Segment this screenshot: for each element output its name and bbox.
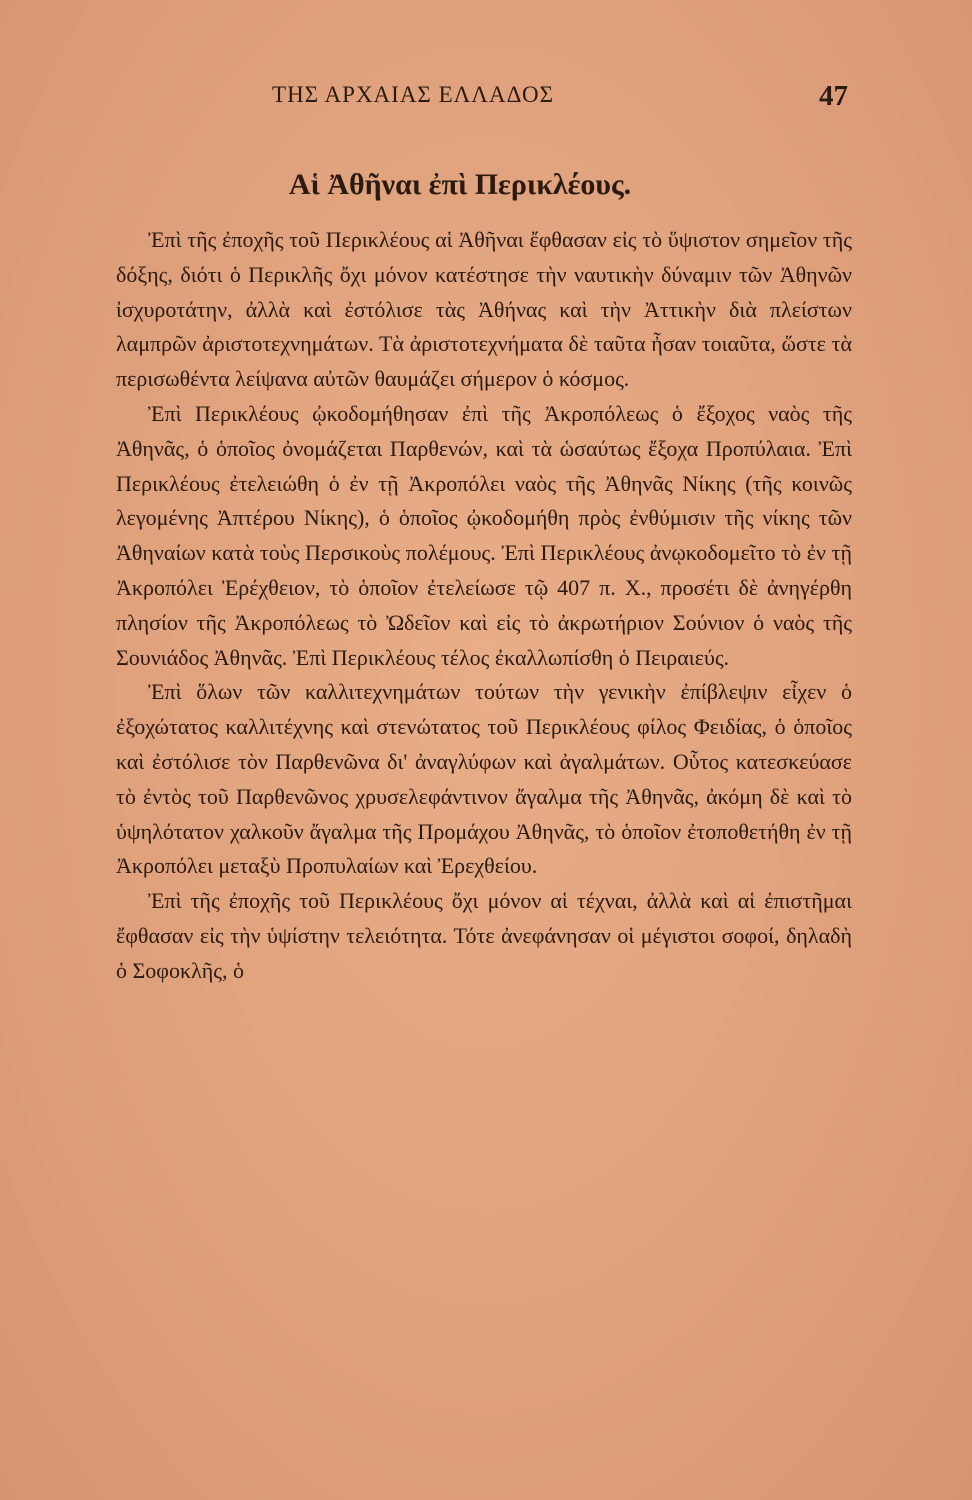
paragraph-2: Ἐπὶ Περικλέους ᾠκοδομήθησαν ἐπὶ τῆς Ἀκροπόλεως ὁ ἔξοχος ναὸς τῆς Ἀθηνᾶς, ὁ ὁποῖος ὀνομάζεται Παρθενών, καὶ τὰ ὡσαύτως ἔξοχα Προπύλαια. Ἐπὶ Περικλέους ἐτελειώθη ὁ ἐν τῇ Ἀκροπόλει ναὸς τῆς Ἀθηνᾶς Νίκης (τῆς κοινῶς λεγομένης Ἀπτέρου Νίκης), ὁ ὁποῖος ᾠκοδομήθη πρὸς ἐνθύμισιν τῆς νίκης τῶν Ἀθηναίων κατὰ τοὺς Περσικοὺς πολέμους. Ἐπὶ Περικλέους ἀνῳκοδομεῖτο τὸ ἐν τῇ Ἀκροπόλει Ἐρέχθειον, τὸ ὁποῖον ἐτελείωσε τῷ 407 π. Χ., προσέτι δὲ ἀνηγέρθη πλησίον τῆς Ἀκροπόλεως τὸ Ὠδεῖον καὶ εἰς τὸ ἀκρωτήριον Σούνιον ὁ ναὸς τῆς Σουνιάδος Ἀθηνᾶς. Ἐπὶ Περικλέους τέλος ἐκαλλωπίσθη ὁ Πειραιεύς. (116, 400, 852, 670)
paragraph-3: Ἐπὶ ὅλων τῶν καλλιτεχνημάτων τούτων τὴν γενικὴν ἐπίβλεψιν εἶχεν ὁ ἐξοχώτατος καλλιτέχνης καὶ στενώτατος τοῦ Περικλέους φίλος Φειδίας, ὁ ὁποῖος καὶ ἐστόλισε τὸν Παρθενῶνα δι' ἀναγλύφων καὶ ἀγαλμάτων. Οὗτος κατεσκεύασε τὸ ἐντὸς τοῦ Παρθενῶνος χρυσελεφάντινον ἄγαλμα τῆς Ἀθηνᾶς, ἀκόμη δὲ καὶ τὸ ὑψηλότατον χαλκοῦν ἄγαλμα τῆς Προμάχου Ἀθηνᾶς, τὸ ὁποῖον ἐτοποθετήθη ἐν τῇ Ἀκροπόλει μεταξὺ Προπυλαίων καὶ Ἐρεχθείου. (116, 679, 852, 879)
running-head (118, 82, 854, 118)
section-heading: Αἱ Ἀθῆναι ἐπὶ Περικλέους. (288, 168, 632, 201)
paragraph-4: Ἐπὶ τῆς ἐποχῆς τοῦ Περικλέους ὄχι μόνον αἱ τέχναι, ἀλλὰ καὶ αἱ ἐπιστῆμαι ἔφθασαν εἰς τὴν ὑψίστην τελειότητα. Τότε ἀνεφάνησαν οἱ μέγιστοι σοφοί, δηλαδὴ ὁ Σοφοκλῆς, ὁ (116, 888, 852, 983)
running-title: ΤΗΣ ΑΡΧΑΙΑΣ ΕΛΛΑΔΟΣ (272, 82, 554, 107)
paragraph-1: Ἐπὶ τῆς ἐποχῆς τοῦ Περικλέους αἱ Ἀθῆναι ἔφθασαν εἰς τὸ ὕψιστον σημεῖον τῆς δόξης, διότι ὁ Περικλῆς ὄχι μόνον κατέστησε τὴν ναυτικὴν δύναμιν τῶν Ἀθηνῶν ἰσχυροτάτην, ἀλλὰ καὶ ἐστόλισε τὰς Ἀθήνας καὶ τὴν Ἀττικὴν διὰ πλείστων λαμπρῶν ἀριστοτεχνημάτων. Τὰ ἀριστοτεχνήματα δὲ ταῦτα ἦσαν τοιαῦτα, ὥστε τὰ περισωθέντα λείψανα αὐτῶν θαυμάζει σήμερον ὁ κόσμος. (116, 227, 852, 392)
body-text (116, 223, 852, 989)
page-number: 47 (819, 80, 848, 112)
